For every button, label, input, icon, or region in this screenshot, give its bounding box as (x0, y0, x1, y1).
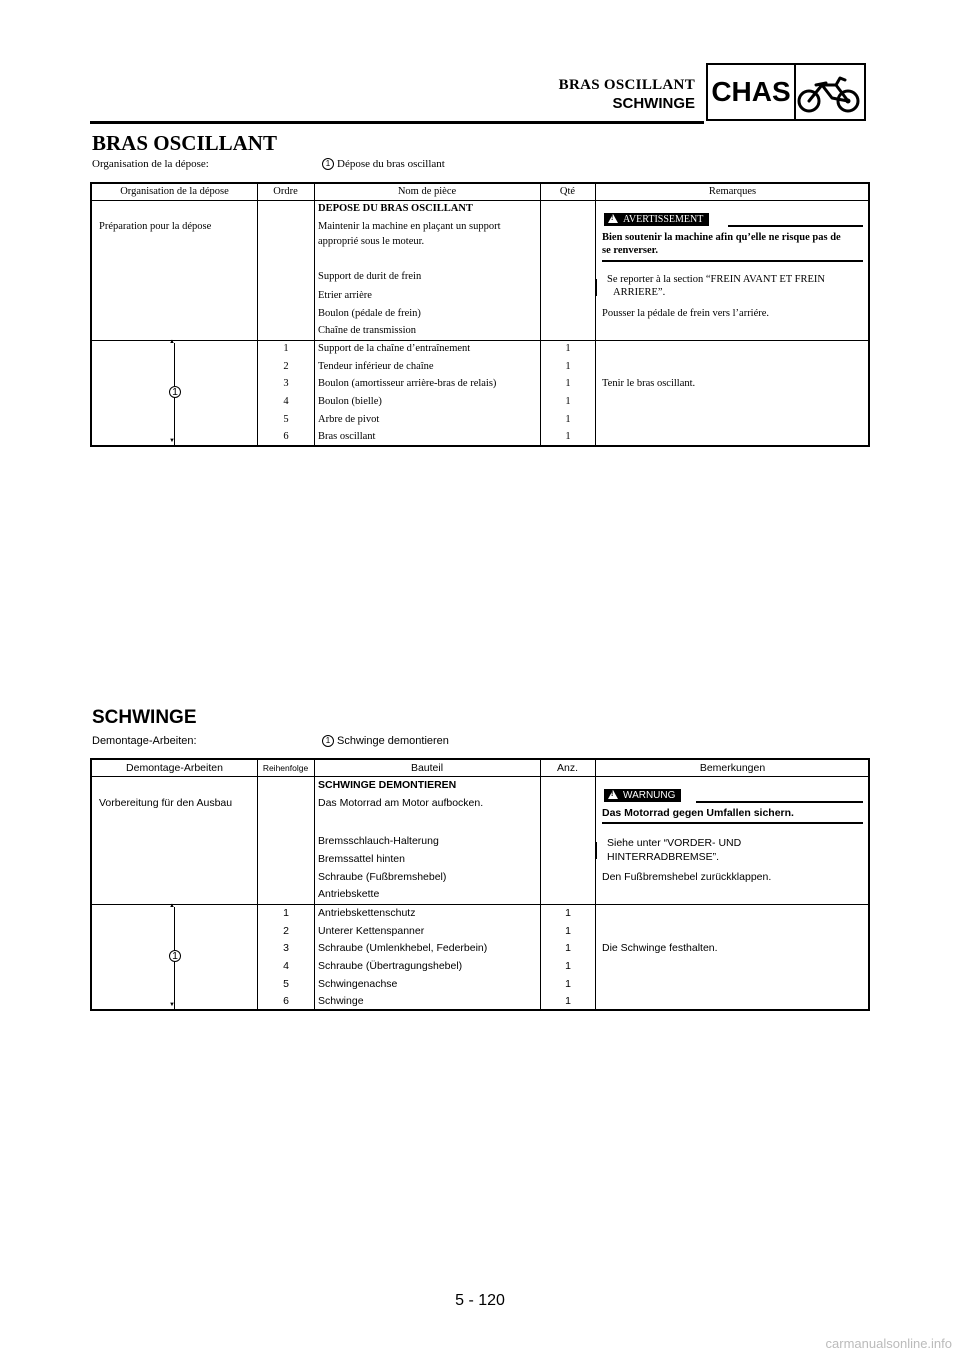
motorcycle-icon (796, 68, 862, 118)
row-qty: 1 (565, 925, 571, 937)
pedal-remark: Den Fußbremshebel zurückklappen. (602, 871, 772, 883)
circled-number: 1 (322, 735, 334, 747)
pedal-remark: Pousser la pédale de frein vers l’arriére. (602, 308, 770, 319)
row-part: Schraube (Umlenkhebel, Federbein) (318, 942, 488, 954)
section-title-de: SCHWINGE (92, 707, 197, 728)
col-header: Anz. (556, 762, 578, 774)
row-part: Schraube (Übertragungshebel) (318, 960, 463, 972)
row-part: Arbre de pivot (318, 414, 380, 425)
rows-remark: Die Schwinge festhalten. (602, 942, 718, 954)
col-header: Bemerkungen (699, 762, 766, 774)
row-part: Boulon (bielle) (318, 396, 382, 407)
row-qty: 1 (565, 907, 571, 919)
header-title-fr: BRAS OSCILLANT (558, 77, 695, 93)
ref-text: Se reporter à la section “FREIN AVANT ET FREIN (607, 274, 825, 285)
org-label-de: Demontage-Arbeiten: (92, 735, 197, 747)
prep-label: Vorbereitung für den Ausbau (99, 797, 233, 809)
warning-triangle-icon (608, 790, 618, 799)
watermark: carmanualsonline.info (825, 1336, 952, 1351)
row-part: Bras oscillant (318, 431, 376, 442)
header-title-de: SCHWINGE (612, 95, 695, 112)
warning-badge: !WARNUNG (604, 789, 681, 802)
col-header: Remarques (708, 186, 757, 197)
prep-item: Support de durit de frein (318, 271, 422, 282)
row-qty: 1 (565, 978, 571, 990)
org-value-de: 1 Schwinge demontieren (322, 735, 449, 747)
row-order: 3 (283, 378, 289, 389)
ref-text: HINTERRADBREMSE”. (607, 851, 720, 863)
row-order: 2 (283, 361, 289, 372)
col-header: Reihenfolge (262, 763, 309, 773)
col-header: Demontage-Arbeiten (126, 762, 223, 774)
prep-item: Das Motorrad am Motor aufbocken. (318, 797, 484, 809)
chas-badge (706, 63, 866, 121)
row-part: Support de la chaîne d’entraînement (318, 343, 471, 354)
row-part: Schwingenachse (318, 978, 398, 990)
row-order: 2 (283, 925, 289, 937)
row-part: Boulon (amortisseur arrière-bras de relais) (318, 378, 497, 389)
warning-text: Das Motorrad gegen Umfallen sichern. (602, 807, 794, 819)
col-header: Ordre (273, 186, 298, 197)
prep-item: Etrier arrière (318, 290, 372, 301)
row-qty: 1 (565, 396, 571, 407)
row-part: Unterer Kettenspanner (318, 925, 425, 937)
prep-item: Chaîne de transmission (318, 325, 416, 336)
row-qty: 1 (565, 414, 571, 425)
chas-label: CHAS (708, 65, 796, 119)
prep-heading: SCHWINGE DEMONTIEREN (318, 779, 457, 791)
row-part: Tendeur inférieur de chaîne (318, 361, 434, 372)
row-qty: 1 (565, 431, 571, 442)
prep-item: Bremsschlauch-Halterung (318, 835, 439, 847)
row-qty: 1 (565, 942, 571, 954)
row-order: 1 (283, 907, 289, 919)
col-header: Bauteil (410, 762, 444, 774)
row-qty: 1 (565, 995, 571, 1007)
header-rule (90, 121, 704, 124)
org-label-fr: Organisation de la dépose: (92, 158, 209, 170)
section-title-fr: BRAS OSCILLANT (92, 131, 277, 155)
prep-item: approprié sous le moteur. (318, 236, 425, 247)
page-number: 5 - 120 (455, 1292, 505, 1309)
row-order: 1 (283, 343, 289, 354)
warning-triangle-icon (608, 214, 618, 223)
prep-item: Boulon (pédale de frein) (318, 308, 421, 319)
ref-text: ARRIERE”. (613, 287, 666, 298)
col-header: Organisation de la dépose (120, 186, 229, 197)
circled-number: 1 (322, 158, 334, 170)
org-value-fr: 1 Dépose du bras oscillant (322, 158, 445, 170)
table-de: Demontage-Arbeiten Reihenfolge Bauteil Anz. Bemerkungen Vorbereitung für den Ausbau SCHWINGE DEMONTIEREN Das Motorrad am Motor aufbocken. Bremsschlauch-Halterung Bremssattel hinten Schraube (Fußbremshebel) Antriebskette !WARNUNG Das Motorrad gegen Umfallen sichern. Siehe unter “VORDER- UND HINTERRADBREMSE”. Den Fußbremshebel zurückklappen. ▲ ▼ 1 1 Antriebskettenschutz 1 2 Unterer Kettenspanner 1 3 Schraube (Umlenkhebel, Federbein) 1 4 Schraube (Übertragungshebel) 1 5 Schwingenachse 1 6 Schwinge 1 Die Schwinge festhalten. (90, 758, 870, 1011)
row-qty: 1 (565, 378, 571, 389)
table-fr: Organisation de la dépose Ordre Nom de pièce Qté Remarques Préparation pour la dépose DEPOSE DU BRAS OSCILLANT Maintenir la machine en plaçant un support approprié sous le moteur. Support de durit de frein Etrier arrière Boulon (pédale de frein) Chaîne de transmission !AVERTISSEMENT Bien soutenir la machine afin qu’elle ne risque pas de se renverser. Se reporter à la section “FREIN AVANT ET FREIN ARRIERE”. Pousser la pédale de frein vers l’arriére. ▲ ▼ 1 1 Support de la chaîne d’entraînement 1 2 Tendeur inférieur de chaîne 1 3 Boulon (amortisseur arrière-bras de relais) 1 4 Boulon (bielle) 1 5 Arbre de pivot 1 6 Bras oscillant 1 Tenir le bras oscillant. (90, 182, 870, 447)
group-number: 1 (169, 950, 181, 962)
row-part: Schwinge (318, 995, 364, 1007)
row-qty: 1 (565, 960, 571, 972)
rows-remark: Tenir le bras oscillant. (602, 378, 696, 389)
row-part: Antriebskettenschutz (318, 907, 416, 919)
row-order: 5 (283, 978, 289, 990)
prep-item: Schraube (Fußbremshebel) (318, 871, 447, 883)
prep-label: Préparation pour la dépose (99, 221, 212, 232)
prep-item: Maintenir la machine en plaçant un support (318, 221, 501, 232)
warning-badge: !AVERTISSEMENT (604, 213, 709, 226)
row-order: 6 (283, 431, 289, 442)
row-order: 6 (283, 995, 289, 1007)
row-order: 4 (283, 396, 289, 407)
row-order: 3 (283, 942, 289, 954)
group-number: 1 (169, 386, 181, 398)
prep-heading: DEPOSE DU BRAS OSCILLANT (318, 203, 473, 214)
row-qty: 1 (565, 361, 571, 372)
col-header: Nom de pièce (397, 186, 457, 197)
row-order: 5 (283, 414, 289, 425)
warning-text: se renverser. (602, 245, 658, 256)
col-header: Qté (559, 186, 576, 197)
prep-item: Antriebskette (318, 888, 380, 900)
row-order: 4 (283, 960, 289, 972)
prep-item: Bremssattel hinten (318, 853, 405, 865)
ref-text: Siehe unter “VORDER- UND (607, 837, 742, 849)
row-qty: 1 (565, 343, 571, 354)
warning-text: Bien soutenir la machine afin qu’elle ne risque pas de (602, 232, 841, 243)
